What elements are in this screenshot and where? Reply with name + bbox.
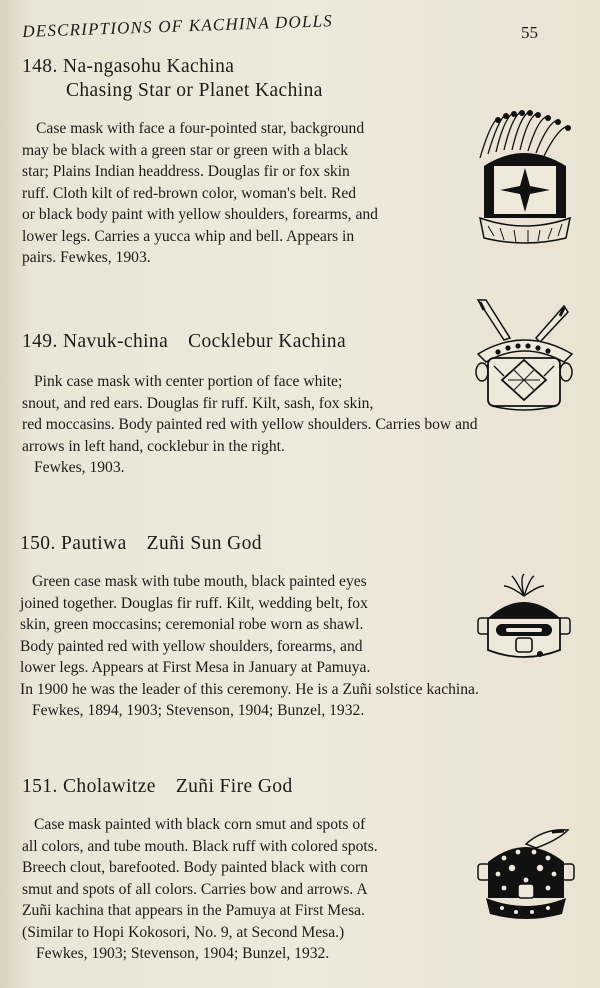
entry-english-name: Zuñi Fire God [175,776,293,797]
text-line: all colors, and tube mouth. Black ruff with colored spots. [22,837,378,855]
text-line: (Similar to Hopi Kokosori, No. 9, at Second Mesa.) [22,923,345,941]
entry-description [22,118,452,269]
text-line: lower legs. Appears at First Mesa in January at Pamuya. [20,659,371,676]
entry-english-name: Cocklebur Kachina [188,331,346,352]
text-line: or black body paint with yellow shoulders, forearms, and [22,206,378,223]
entry-title [22,776,482,798]
text-line: snout, and red ears. Douglas fir ruff. Kilt, sash, fox skin, [22,394,374,412]
entry-title [22,56,452,78]
entry-citation: Fewkes, 1894, 1903; Stevenson, 1904; Bunzel, 1932. [32,702,365,719]
text-line: In 1900 he was the leader of this ceremony. He is a Zuñi solstice kachina. [20,680,479,698]
entry-number: 151. [22,776,58,797]
text-line: skin, green moccasins; ceremonial robe worn as shawl. [20,616,364,633]
entry-number: 149. [22,331,58,352]
text-line: pairs. Fewkes, 1903. [22,249,151,266]
entry-citation: Fewkes, 1903. [34,459,125,476]
text-line: Pink case mask with center portion of face white; [34,373,343,390]
entry-name: Na-ngasohu Kachina [63,56,235,77]
cocklebur-mask-icon [468,296,580,414]
entry-english-name: Zuñi Sun God [146,533,262,554]
text-line: lower legs. Carries a yucca whip and bell. Appears in [22,227,355,245]
text-line: star; Plains Indian headdress. Douglas fir or fox skin [22,163,350,180]
entry-english-name: Chasing Star or Planet Kachina [66,80,323,101]
text-line: may be black with a green star or green with a black [22,141,349,159]
entry-name: Cholawitze [63,776,156,797]
tube-mouth-mask-icon [474,572,574,668]
entry-citation: Fewkes, 1903; Stevenson, 1904; Bunzel, 1932. [36,945,330,962]
text-line: joined together. Douglas fir ruff. Kilt, wedding belt, fox [20,594,368,612]
entry-title [20,533,580,555]
entry-name: Navuk-china [63,331,169,352]
text-line: arrows in left hand, cocklebur in the right. [22,437,285,455]
running-head: DESCRIPTIONS OF KACHINA DOLLS [22,11,334,41]
entry-148 [22,56,452,269]
text-line: ruff. Cloth kilt of red-brown color, woman's belt. Red [22,184,357,202]
spotted-mask-icon [474,822,578,922]
entry-number: 150. [20,533,56,554]
text-line: Body painted red with yellow shoulders, forearms, and [20,637,363,655]
text-line: Breech clout, barefooted. Body painted black with corn [22,859,368,876]
text-line: red moccasins. Body painted red with yellow shoulders. Carries bow and [22,416,478,433]
entry-number: 148. [22,56,58,77]
entry-151 [22,776,482,965]
text-line: Case mask with face a four-pointed star, background [36,120,365,137]
page-number: 55 [521,23,538,42]
text-line: Green case mask with tube mouth, black painted eyes [32,573,367,590]
four-pointed-star-mask-icon [470,110,580,245]
text-line: Case mask painted with black corn smut and spots of [34,816,366,833]
text-line: smut and spots of all colors. Carries bow and arrows. A [22,880,368,898]
entry-description [22,814,482,943]
text-line: Zuñi kachina that appears in the Pamuya at First Mesa. [22,902,365,919]
entry-name: Pautiwa [61,533,127,554]
